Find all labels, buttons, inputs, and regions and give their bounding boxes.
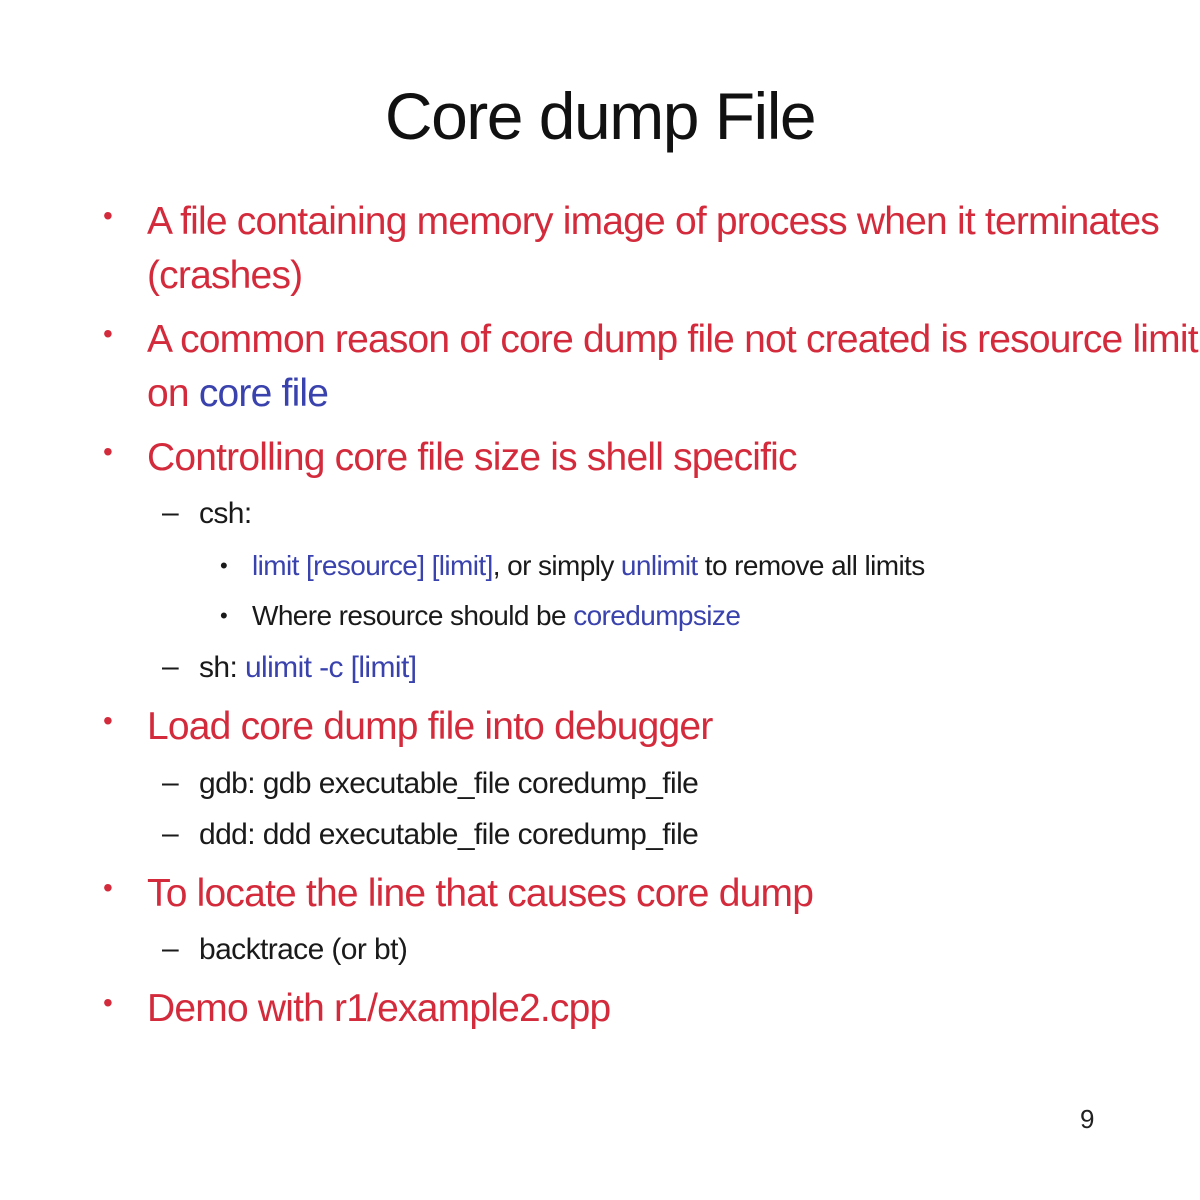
csh-sub-1-text-1: , or simply xyxy=(492,550,621,581)
csh-sub-2-text: Where resource should be xyxy=(252,600,574,631)
gdb-line: gdb: gdb executable_file coredump_file xyxy=(199,767,699,800)
bullet-icon: • xyxy=(103,872,113,903)
dash-icon: – xyxy=(162,932,179,965)
slide-title: Core dump File xyxy=(384,79,816,153)
bullet-icon: • xyxy=(103,705,113,736)
dash-icon: – xyxy=(162,650,179,683)
coredumpsize-keyword: coredumpsize xyxy=(573,600,741,631)
csh-sub-2 xyxy=(252,597,740,635)
bullet-1-line-2: (crashes) xyxy=(147,254,303,297)
page-number: 9 xyxy=(1080,1104,1095,1134)
bullet-4-text: Load core dump file into debugger xyxy=(147,705,713,748)
dash-icon: – xyxy=(162,496,179,529)
sh-label: sh: xyxy=(199,651,245,684)
bullet-icon: • xyxy=(103,200,113,231)
sub-bullet-icon: • xyxy=(220,553,228,578)
bullet-5-text: To locate the line that causes core dump xyxy=(147,872,814,915)
bullet-icon: • xyxy=(103,318,113,349)
bullet-3-text: Controlling core file size is shell specific xyxy=(147,436,797,479)
dash-icon: – xyxy=(162,817,179,850)
bullet-icon: • xyxy=(103,436,113,467)
unlimit-command: unlimit xyxy=(620,550,698,581)
ulimit-command: ulimit -c [limit] xyxy=(244,651,417,684)
limit-command: limit [resource] [limit] xyxy=(252,550,493,581)
backtrace-line: backtrace (or bt) xyxy=(199,933,408,966)
bullet-icon: • xyxy=(103,987,113,1018)
bullet-1-line-1: A file containing memory image of process when it terminates xyxy=(147,200,1159,243)
bullet-2-prefix: on xyxy=(147,372,199,415)
csh-sub-1 xyxy=(252,547,925,585)
sh-line xyxy=(199,648,416,688)
ddd-line: ddd: ddd executable_file coredump_file xyxy=(199,818,699,851)
bullet-2-line-2 xyxy=(147,368,328,420)
bullet-2-line-1: A common reason of core dump file not created is resource limit xyxy=(147,318,1198,361)
csh-label: csh: xyxy=(199,497,252,530)
sub-bullet-icon: • xyxy=(220,603,228,628)
bullet-2-highlight: core file xyxy=(198,372,329,415)
csh-sub-1-text-2: to remove all limits xyxy=(697,550,925,581)
bullet-6-text: Demo with r1/example2.cpp xyxy=(147,987,611,1030)
dash-icon: – xyxy=(162,766,179,799)
